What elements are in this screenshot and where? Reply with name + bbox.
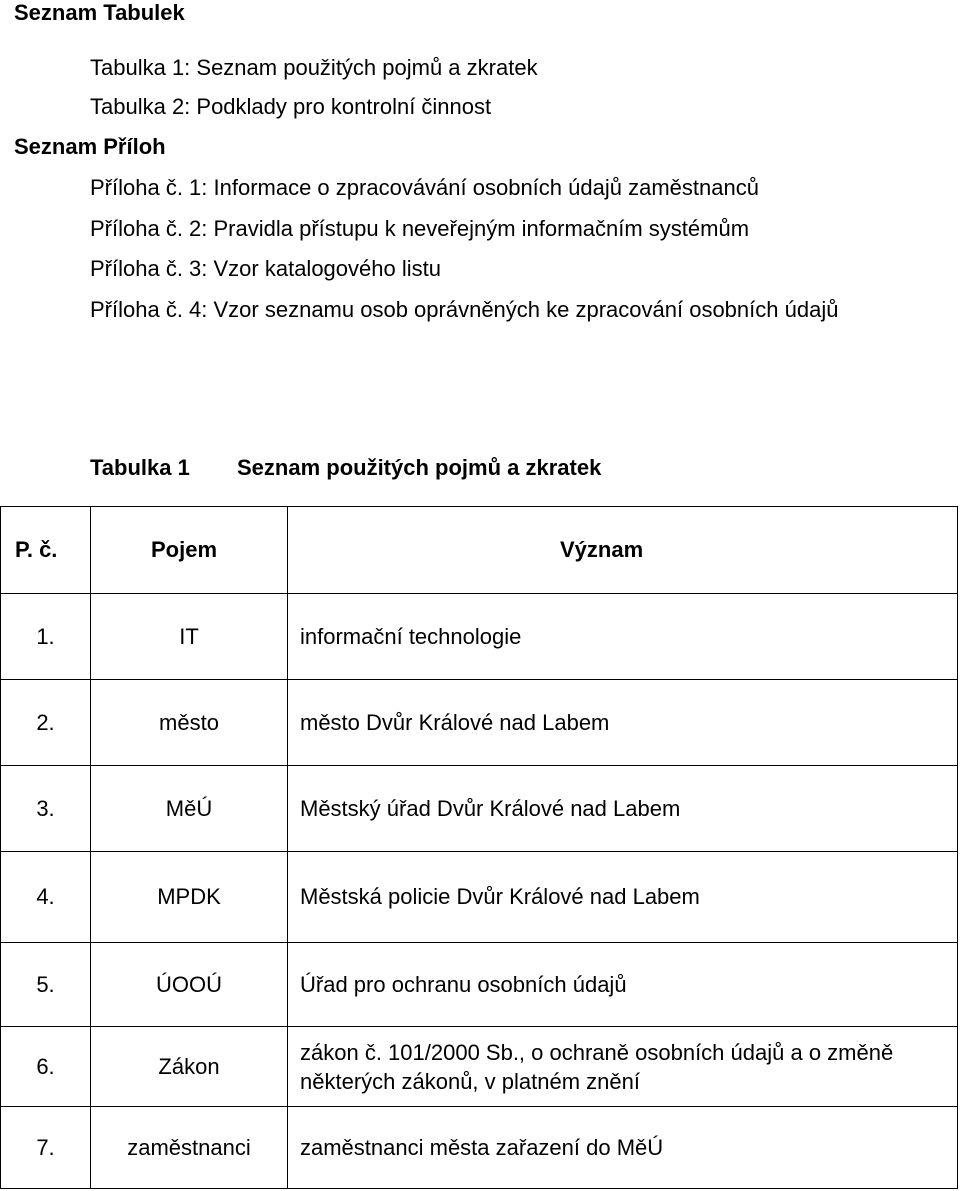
list-of-annexes-item[interactable]: Příloha č. 2: Pravidla přístupu k neveřejným informačním systémům bbox=[90, 216, 750, 241]
row-term: město bbox=[91, 680, 288, 766]
list-of-annexes-item[interactable]: Příloha č. 1: Informace o zpracovávání osobních údajů zaměstnanců bbox=[90, 175, 759, 200]
table-row bbox=[1, 943, 958, 1027]
row-meaning: informační technologie bbox=[288, 594, 958, 680]
row-num: 6. bbox=[1, 1027, 91, 1107]
list-of-tables-heading: Seznam Tabulek bbox=[14, 0, 185, 25]
table-row bbox=[1, 1027, 958, 1107]
table-header-row bbox=[1, 507, 958, 594]
row-num: 3. bbox=[1, 766, 91, 852]
row-meaning: Městský úřad Dvůr Králové nad Labem bbox=[288, 766, 958, 852]
row-meaning: město Dvůr Králové nad Labem bbox=[288, 680, 958, 766]
list-of-tables-item[interactable]: Tabulka 2: Podklady pro kontrolní činnost bbox=[90, 94, 492, 119]
table-row bbox=[1, 766, 958, 852]
row-num: 4. bbox=[1, 852, 91, 943]
table-row bbox=[1, 852, 958, 943]
list-of-tables-item[interactable]: Tabulka 1: Seznam použitých pojmů a zkratek bbox=[90, 55, 538, 80]
list-of-annexes-item[interactable]: Příloha č. 3: Vzor katalogového listu bbox=[90, 256, 441, 281]
row-meaning: Úřad pro ochranu osobních údajů bbox=[288, 943, 958, 1027]
column-header-num: P. č. bbox=[1, 507, 91, 594]
row-num: 7. bbox=[1, 1107, 91, 1189]
row-term: MěÚ bbox=[91, 766, 288, 852]
terms-table bbox=[0, 506, 958, 1189]
list-of-annexes-item[interactable]: Příloha č. 4: Vzor seznamu osob oprávněných ke zpracování osobních údajů bbox=[90, 297, 839, 322]
row-num: 5. bbox=[1, 943, 91, 1027]
row-term: IT bbox=[91, 594, 288, 680]
row-term: zaměstnanci bbox=[91, 1107, 288, 1189]
column-header-term: Pojem bbox=[91, 507, 288, 594]
row-term: MPDK bbox=[91, 852, 288, 943]
table-row bbox=[1, 1107, 958, 1189]
table-caption-label: Tabulka 1 bbox=[90, 455, 190, 480]
list-of-annexes-heading: Seznam Příloh bbox=[14, 134, 166, 159]
row-meaning: Městská policie Dvůr Králové nad Labem bbox=[288, 852, 958, 943]
row-term: ÚOOÚ bbox=[91, 943, 288, 1027]
table-row bbox=[1, 594, 958, 680]
table-caption-title: Seznam použitých pojmů a zkratek bbox=[237, 455, 602, 480]
row-term: Zákon bbox=[91, 1027, 288, 1107]
row-num: 1. bbox=[1, 594, 91, 680]
row-num: 2. bbox=[1, 680, 91, 766]
row-meaning: zaměstnanci města zařazení do MěÚ bbox=[288, 1107, 958, 1189]
table-row bbox=[1, 680, 958, 766]
column-header-meaning: Význam bbox=[288, 507, 958, 594]
row-meaning: zákon č. 101/2000 Sb., o ochraně osobních údajů a o změně některých zákonů, v platném znění bbox=[288, 1027, 958, 1107]
